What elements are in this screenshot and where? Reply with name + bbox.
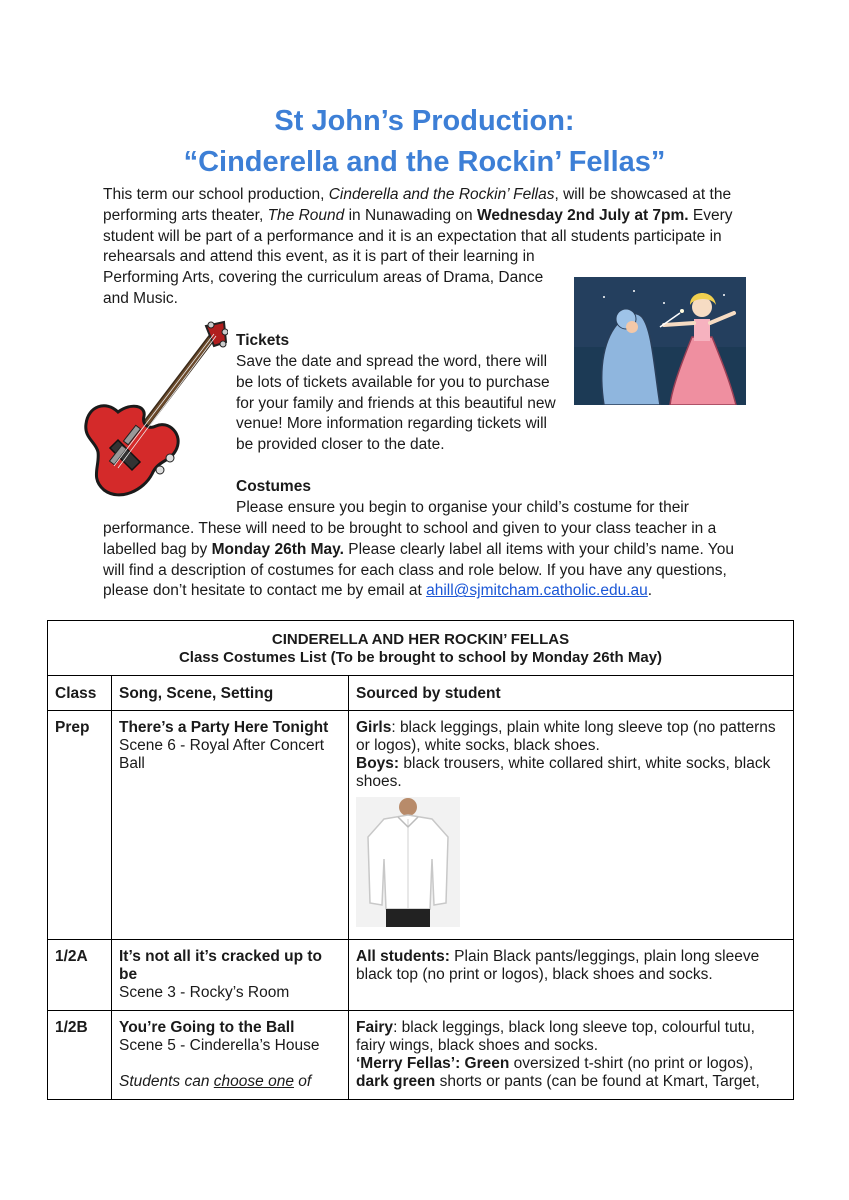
all-students-label: All students: xyxy=(356,948,450,965)
girls-label: Girls xyxy=(356,719,392,736)
tickets-line: for your family and friends at this beautiful new xyxy=(236,394,556,412)
cell-sourced xyxy=(349,940,794,1011)
table-row xyxy=(48,711,794,940)
column-header-sourced: Sourced by student xyxy=(349,676,794,711)
tickets-text xyxy=(236,352,576,456)
cell-song xyxy=(112,1011,349,1100)
cell-song xyxy=(112,711,349,940)
intro-text: in Nunawading on xyxy=(344,206,477,224)
costumes-heading: Costumes xyxy=(236,478,311,495)
guitar-illustration xyxy=(78,320,228,500)
costumes-table xyxy=(47,620,794,1100)
table-subtitle-line: Class Costumes List (To be brought to school by Monday 26th May) xyxy=(178,649,663,666)
cell-song xyxy=(112,940,349,1011)
merry-fellas-color: dark green xyxy=(356,1073,436,1090)
note-emphasis: choose one xyxy=(213,1073,294,1090)
tickets-line: Save the date and spread the word, there will xyxy=(236,353,548,370)
fairy-text: : black leggings, black long sleeve top, colourful tutu, fairy wings, black shoes and socks. xyxy=(356,1019,755,1054)
cell-class: 1/2A xyxy=(48,940,112,1011)
intro-line-5: Performing Arts, covering the curriculum areas of Drama, Dance xyxy=(103,269,544,286)
column-header-class: Class xyxy=(48,676,112,711)
cell-sourced xyxy=(349,1011,794,1100)
song-title: It’s not all it’s cracked up to be xyxy=(119,948,322,983)
girls-costume xyxy=(356,719,786,755)
intro-line-6: and Music. xyxy=(103,290,178,307)
scene-text: Scene 3 - Rocky’s Room xyxy=(119,984,290,1001)
costumes-line-1: Please ensure you begin to organise your child’s costume for their xyxy=(236,499,689,516)
costumes-text: performance. These will need to be brought to school and given to your class teacher in a labelled bag by xyxy=(103,520,717,558)
scene-text: Scene 6 - Royal After Concert Ball xyxy=(119,737,325,772)
costumes-text: Please clearly label all items with your child’s name. You will find a description of costumes for each class and role below. If you have any questions, please don’t hesitate to contact me by email at xyxy=(103,540,734,600)
song-title: There’s a Party Here Tonight xyxy=(119,719,329,736)
page-title-line2: “Cinderella and the Rockin’ Fellas” xyxy=(183,146,666,178)
column-header-song: Song, Scene, Setting xyxy=(112,676,349,711)
tickets-line: be provided closer to the date. xyxy=(236,436,445,454)
email-link[interactable]: ahill@sjmitcham.catholic.edu.au xyxy=(426,582,648,600)
merry-fellas-label: ‘Merry Fellas’: Green xyxy=(356,1055,510,1072)
white-shirt-picture xyxy=(356,797,460,927)
tickets-line: venue! More information regarding tickets will xyxy=(236,415,547,433)
note-text: Students can xyxy=(119,1073,214,1090)
table-title-line: CINDERELLA AND HER ROCKIN’ FELLAS xyxy=(271,631,570,648)
cell-class: 1/2B xyxy=(48,1011,112,1100)
cell-class: Prep xyxy=(48,711,112,940)
event-date: Wednesday 2nd July at 7pm. xyxy=(476,206,689,224)
table-row xyxy=(48,1011,794,1100)
cell-sourced xyxy=(349,711,794,940)
scene-text: Scene 5 - Cinderella’s House xyxy=(119,1037,320,1054)
costumes-paragraph xyxy=(103,519,748,602)
cinderella-picture xyxy=(574,277,746,405)
merry-fellas-text: oversized t-shirt (no print or logos), xyxy=(509,1055,754,1072)
fairy-label: Fairy xyxy=(356,1019,394,1036)
page-title-line1: St John’s Production: xyxy=(274,105,575,137)
tickets-line: be lots of tickets available for you to purchase xyxy=(236,373,550,391)
table-header-row xyxy=(48,676,794,711)
girls-text: : black leggings, plain white long sleeve top (no patterns or logos), white socks, black shoes. xyxy=(356,719,776,754)
table-title-row xyxy=(48,621,794,676)
show-name: Cinderella and the Rockin’ Fellas xyxy=(328,186,555,203)
boys-text: black trousers, white collared shirt, white socks, black shoes. xyxy=(356,755,771,790)
costume-deadline: Monday 26th May. xyxy=(211,540,344,558)
note-text: of xyxy=(293,1073,312,1090)
song-title: You’re Going to the Ball xyxy=(119,1019,295,1036)
intro-text: Every student will be part of a performance and it is an expectation that all students participate in rehearsals and attend this event, as it is part of their learning in xyxy=(103,206,733,266)
tickets-heading: Tickets xyxy=(236,332,290,349)
venue-name: The Round xyxy=(267,206,345,224)
merry-fellas-text: shorts or pants (can be found at Kmart, Target, xyxy=(435,1073,760,1090)
table-title xyxy=(48,621,794,676)
all-students-costume xyxy=(356,948,786,984)
merry-fellas-costume xyxy=(356,1055,786,1091)
choice-note xyxy=(119,1073,341,1091)
punctuation: . xyxy=(647,582,653,600)
all-students-text: Plain Black pants/leggings, plain long sleeve black top (no print or logos), black shoes and socks. xyxy=(356,948,760,983)
fairy-costume xyxy=(356,1019,786,1055)
intro-paragraph xyxy=(103,185,748,268)
table-row xyxy=(48,940,794,1011)
boys-label: Boys: xyxy=(356,755,400,772)
boys-costume xyxy=(356,755,786,791)
intro-text: , will be showcased at the performing arts theater, xyxy=(103,186,732,224)
intro-text: This term our school production, xyxy=(103,186,329,203)
